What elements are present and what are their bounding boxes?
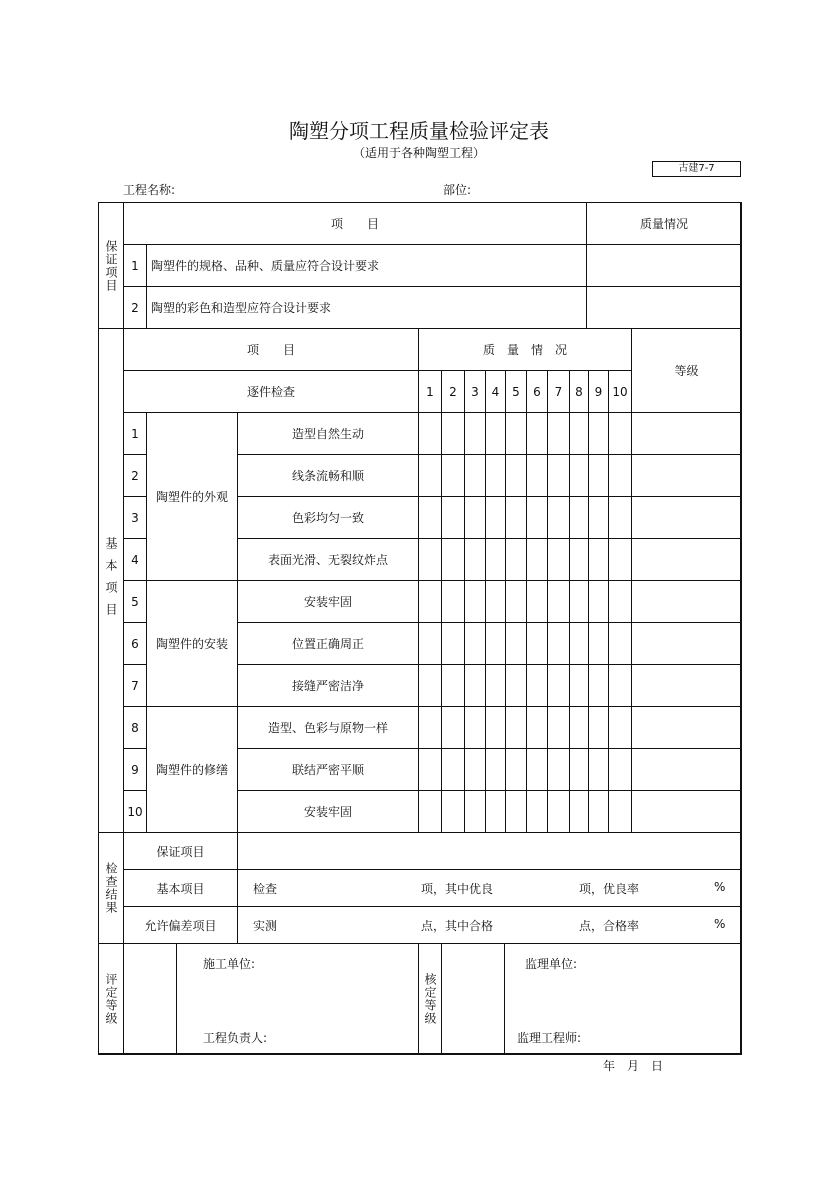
quality-check-cell[interactable]: [608, 790, 632, 833]
quality-check-cell[interactable]: [505, 538, 527, 581]
page-title: 陶塑分项工程质量检验评定表: [289, 119, 549, 143]
quality-check-cell[interactable]: [569, 496, 589, 539]
quality-check-cell[interactable]: [418, 706, 442, 749]
quality-check-cell[interactable]: [547, 412, 570, 455]
basic-sub-header: 逐件检查: [123, 370, 419, 413]
grade-cell[interactable]: [631, 748, 742, 791]
basic-group-name: 陶塑件的外观: [146, 412, 238, 581]
quality-check-cell[interactable]: [588, 748, 609, 791]
basic-row-no: 9: [123, 748, 147, 791]
basic-row-text: 联结严密平顺: [237, 748, 419, 791]
results-side-label-text: 检查结果: [104, 862, 118, 914]
basic-side-label-text: 基本项目: [104, 536, 118, 625]
quality-check-cell[interactable]: [441, 664, 465, 707]
project-manager-label: 工程负责人:: [203, 1031, 268, 1045]
quality-check-cell[interactable]: [569, 790, 589, 833]
basic-group-name: 陶塑件的安装: [146, 580, 238, 707]
quality-check-cell[interactable]: [569, 706, 589, 749]
quality-col-header: 8: [569, 370, 589, 413]
results-deviation-part: 点，合格率: [579, 919, 640, 933]
quality-check-cell[interactable]: [526, 664, 548, 707]
quality-check-cell[interactable]: [485, 454, 506, 497]
quality-check-cell[interactable]: [569, 538, 589, 581]
quality-col-header: 1: [418, 370, 442, 413]
quality-check-cell[interactable]: [526, 454, 548, 497]
guarantee-item-no: 1: [123, 244, 147, 287]
results-guarantee-label: 保证项目: [123, 832, 238, 870]
project-name-label: 工程名称:: [123, 183, 176, 197]
quality-check-cell[interactable]: [485, 664, 506, 707]
quality-check-cell[interactable]: [505, 412, 527, 455]
construction-unit-label: 施工单位:: [203, 957, 256, 971]
quality-check-cell[interactable]: [547, 580, 570, 623]
guarantee-item-text: 陶塑件的规格、品种、质量应符合设计要求: [146, 244, 587, 287]
quality-check-cell[interactable]: [464, 664, 486, 707]
evaluation-side-label-text: 评定等级: [104, 973, 118, 1025]
quality-check-cell[interactable]: [608, 538, 632, 581]
basic-header-item: 项 目: [123, 328, 419, 371]
grade-cell[interactable]: [631, 664, 742, 707]
quality-check-cell[interactable]: [505, 580, 527, 623]
results-deviation-label: 允许偏差项目: [123, 906, 238, 944]
basic-header-grade: 等级: [631, 328, 742, 413]
quality-check-cell[interactable]: [569, 580, 589, 623]
basic-row-no: 3: [123, 496, 147, 539]
quality-check-cell[interactable]: [526, 496, 548, 539]
quality-check-cell[interactable]: [441, 622, 465, 665]
quality-check-cell[interactable]: [588, 538, 609, 581]
guarantee-header-quality: 质量情况: [586, 202, 742, 245]
guarantee-header-item: 项 目: [123, 202, 587, 245]
quality-check-cell[interactable]: [505, 664, 527, 707]
quality-col-header: 6: [526, 370, 548, 413]
guarantee-quality-input[interactable]: [586, 286, 742, 329]
grade-cell[interactable]: [631, 538, 742, 581]
quality-check-cell[interactable]: [608, 496, 632, 539]
results-basic-part: %: [714, 880, 726, 894]
results-deviation-part: 实测: [253, 919, 278, 933]
quality-check-cell[interactable]: [569, 664, 589, 707]
quality-check-cell[interactable]: [608, 580, 632, 623]
evaluation-grade-cell[interactable]: [123, 943, 177, 1055]
supervision-engineer-label: 监理工程师:: [517, 1031, 582, 1045]
guarantee-item-no: 2: [123, 286, 147, 329]
quality-check-cell[interactable]: [485, 412, 506, 455]
quality-check-cell[interactable]: [569, 412, 589, 455]
quality-check-cell[interactable]: [505, 748, 527, 791]
quality-check-cell[interactable]: [418, 790, 442, 833]
quality-check-cell[interactable]: [526, 622, 548, 665]
quality-check-cell[interactable]: [526, 580, 548, 623]
supervision-unit-label: 监理单位:: [525, 957, 578, 971]
results-deviation-part: %: [714, 917, 726, 931]
quality-check-cell[interactable]: [464, 412, 486, 455]
basic-header-quality: 质 量 情 况: [418, 328, 632, 371]
guarantee-quality-input[interactable]: [586, 244, 742, 287]
date-year: 年: [603, 1059, 616, 1073]
quality-check-cell[interactable]: [418, 412, 442, 455]
quality-check-cell[interactable]: [547, 496, 570, 539]
quality-check-cell[interactable]: [526, 538, 548, 581]
quality-check-cell[interactable]: [588, 622, 609, 665]
quality-col-header: 3: [464, 370, 486, 413]
basic-row-text: 安装牢固: [237, 580, 419, 623]
basic-row-no: 6: [123, 622, 147, 665]
quality-check-cell[interactable]: [464, 748, 486, 791]
basic-row-text: 表面光滑、无裂纹炸点: [237, 538, 419, 581]
results-deviation-part: 点，其中合格: [421, 919, 494, 933]
grade-cell[interactable]: [631, 454, 742, 497]
verify-label-text: 核定等级: [423, 973, 437, 1025]
grade-cell[interactable]: [631, 706, 742, 749]
basic-side-label: [98, 328, 124, 833]
basic-row-text: 安装牢固: [237, 790, 419, 833]
quality-check-cell[interactable]: [418, 580, 442, 623]
quality-check-cell[interactable]: [547, 748, 570, 791]
page-subtitle: （适用于各种陶塑工程）: [352, 146, 485, 160]
quality-check-cell[interactable]: [569, 748, 589, 791]
quality-check-cell[interactable]: [464, 706, 486, 749]
quality-check-cell[interactable]: [505, 622, 527, 665]
quality-check-cell[interactable]: [588, 706, 609, 749]
grade-cell[interactable]: [631, 580, 742, 623]
quality-check-cell[interactable]: [505, 454, 527, 497]
quality-check-cell[interactable]: [569, 622, 589, 665]
quality-check-cell[interactable]: [608, 622, 632, 665]
quality-check-cell[interactable]: [588, 664, 609, 707]
quality-check-cell[interactable]: [441, 496, 465, 539]
quality-col-header: 9: [588, 370, 609, 413]
location-label: 部位:: [443, 183, 472, 197]
quality-check-cell[interactable]: [418, 622, 442, 665]
guarantee-side-label-text: 保证项目: [104, 239, 118, 292]
quality-check-cell[interactable]: [588, 580, 609, 623]
basic-row-no: 8: [123, 706, 147, 749]
quality-check-cell[interactable]: [441, 580, 465, 623]
basic-group-name: 陶塑件的修缮: [146, 706, 238, 833]
quality-check-cell[interactable]: [608, 412, 632, 455]
quality-check-cell[interactable]: [547, 790, 570, 833]
quality-check-cell[interactable]: [441, 748, 465, 791]
basic-row-no: 10: [123, 790, 147, 833]
quality-check-cell[interactable]: [485, 622, 506, 665]
results-guarantee-value[interactable]: [237, 832, 742, 870]
quality-check-cell[interactable]: [505, 706, 527, 749]
guarantee-item-text: 陶塑的彩色和造型应符合设计要求: [146, 286, 587, 329]
basic-row-text: 位置正确周正: [237, 622, 419, 665]
quality-check-cell[interactable]: [464, 622, 486, 665]
quality-check-cell[interactable]: [464, 580, 486, 623]
quality-check-cell[interactable]: [485, 580, 506, 623]
quality-check-cell[interactable]: [485, 706, 506, 749]
quality-check-cell[interactable]: [505, 496, 527, 539]
quality-col-header: 5: [505, 370, 527, 413]
quality-check-cell[interactable]: [441, 706, 465, 749]
evaluation-side-label: [98, 943, 124, 1055]
basic-row-no: 5: [123, 580, 147, 623]
quality-check-cell[interactable]: [464, 454, 486, 497]
quality-check-cell[interactable]: [418, 454, 442, 497]
verify-label: [418, 943, 442, 1055]
quality-check-cell[interactable]: [464, 496, 486, 539]
results-basic-part: 项，其中优良: [421, 882, 494, 896]
basic-row-text: 造型、色彩与原物一样: [237, 706, 419, 749]
quality-check-cell[interactable]: [588, 790, 609, 833]
quality-col-header: 10: [608, 370, 632, 413]
quality-check-cell[interactable]: [485, 790, 506, 833]
basic-row-no: 7: [123, 664, 147, 707]
grade-cell[interactable]: [631, 622, 742, 665]
grade-cell[interactable]: [631, 412, 742, 455]
quality-check-cell[interactable]: [547, 664, 570, 707]
basic-row-text: 色彩均匀一致: [237, 496, 419, 539]
quality-check-cell[interactable]: [485, 538, 506, 581]
quality-check-cell[interactable]: [418, 538, 442, 581]
quality-check-cell[interactable]: [547, 538, 570, 581]
quality-check-cell[interactable]: [485, 748, 506, 791]
quality-col-header: 4: [485, 370, 506, 413]
basic-row-no: 1: [123, 412, 147, 455]
grade-cell[interactable]: [631, 496, 742, 539]
results-basic-part: 项，优良率: [579, 882, 640, 896]
quality-col-header: 2: [441, 370, 465, 413]
results-basic-part: 检查: [253, 882, 278, 896]
quality-check-cell[interactable]: [588, 496, 609, 539]
date-month: 月: [627, 1059, 640, 1073]
basic-row-text: 接缝严密洁净: [237, 664, 419, 707]
quality-check-cell[interactable]: [418, 664, 442, 707]
quality-check-cell[interactable]: [608, 706, 632, 749]
date-day: 日: [651, 1059, 664, 1073]
quality-check-cell[interactable]: [441, 790, 465, 833]
quality-check-cell[interactable]: [569, 454, 589, 497]
quality-check-cell[interactable]: [526, 412, 548, 455]
quality-check-cell[interactable]: [441, 412, 465, 455]
quality-check-cell[interactable]: [547, 706, 570, 749]
basic-row-text: 线条流畅和顺: [237, 454, 419, 497]
quality-check-cell[interactable]: [505, 790, 527, 833]
grade-cell[interactable]: [631, 790, 742, 833]
quality-check-cell[interactable]: [418, 748, 442, 791]
quality-check-cell[interactable]: [464, 790, 486, 833]
quality-check-cell[interactable]: [418, 496, 442, 539]
results-basic-label: 基本项目: [123, 869, 238, 907]
quality-check-cell[interactable]: [588, 412, 609, 455]
guarantee-side-label: [98, 202, 124, 329]
quality-check-cell[interactable]: [608, 454, 632, 497]
quality-check-cell[interactable]: [608, 664, 632, 707]
quality-col-header: 7: [547, 370, 570, 413]
quality-check-cell[interactable]: [547, 622, 570, 665]
quality-check-cell[interactable]: [464, 538, 486, 581]
form-code: 古建7-7: [652, 161, 741, 177]
quality-check-cell[interactable]: [526, 790, 548, 833]
basic-row-no: 2: [123, 454, 147, 497]
quality-check-cell[interactable]: [608, 748, 632, 791]
results-side-label: [98, 832, 124, 944]
verify-grade-cell[interactable]: [441, 943, 505, 1055]
quality-check-cell[interactable]: [588, 454, 609, 497]
quality-check-cell[interactable]: [547, 454, 570, 497]
basic-row-text: 造型自然生动: [237, 412, 419, 455]
quality-check-cell[interactable]: [526, 748, 548, 791]
basic-row-no: 4: [123, 538, 147, 581]
quality-check-cell[interactable]: [441, 454, 465, 497]
quality-check-cell[interactable]: [441, 538, 465, 581]
quality-check-cell[interactable]: [526, 706, 548, 749]
quality-check-cell[interactable]: [485, 496, 506, 539]
